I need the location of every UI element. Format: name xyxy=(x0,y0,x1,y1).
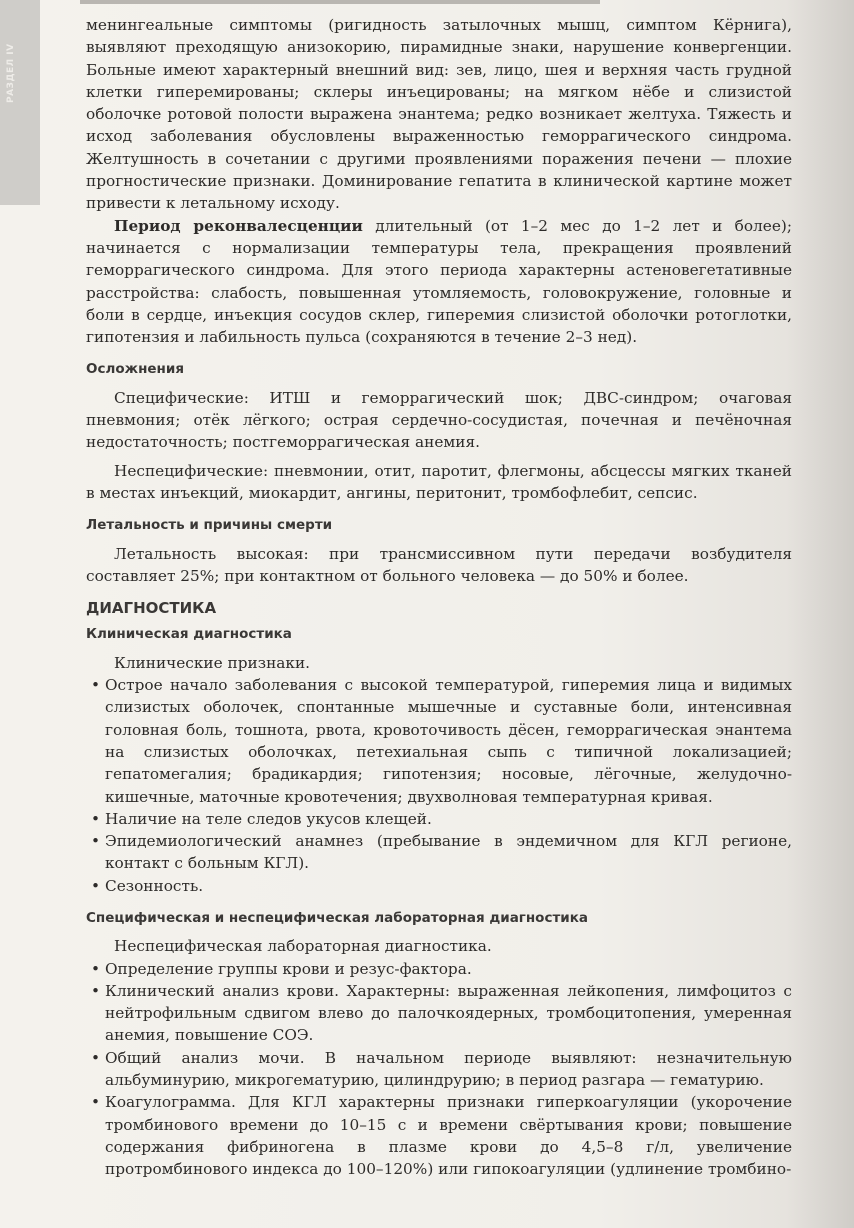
mortality-heading: Летальность и причины смерти xyxy=(86,517,333,534)
running-header-rule xyxy=(80,0,600,4)
list-item: • Общий анализ мочи. В начальном периоде выявляют: незначительную альбуминурию, микрогематурию, цилиндрурию; в период разгара — гематурию. xyxy=(86,1047,792,1092)
section-side-tab xyxy=(0,0,40,205)
complications-heading: Осложнения xyxy=(86,361,185,378)
clinical-diagnostics-heading: Клиническая диагностика xyxy=(86,626,292,643)
complications-specific: Специфические: ИТШ и геморрагический шок; ДВС-синдром; очаговая пневмония; отёк лёгкого; острая сердечно-сосудистая, почечная и печёночная недостаточность; постгеморрагическая анемия. xyxy=(86,388,792,452)
convalescence-term: Период реконвалесценции xyxy=(114,216,363,235)
lab-tests-list xyxy=(86,958,792,1181)
diagnostics-heading: ДИАГНОСТИКА xyxy=(86,599,217,618)
list-item: • Клинический анализ крови. Характерны: выраженная лейкопения, лимфоцитоз с нейтрофильным сдвигом влево до палочкоядерных, тромбоцитопения, умеренная анемия, повышение СОЭ. xyxy=(86,980,792,1047)
convalescence-text: длительный (от 1–2 мес до 1–2 лет и более); начинается с нормализации температуры тела, прекращения проявлений геморрагического синдрома. Для этого периода характерны астеновегетативные расстройства: слабость, повышенная утомляемость, головокружение, головные и боли в сердце, инъекция сосудов склер, гиперемия слизистой оболочки ротоглотки, гипотензия и лабильность пульса (сохраняются в течение 2–3 нед). xyxy=(86,216,792,347)
clinical-signs-list xyxy=(86,674,792,897)
lab-diagnostics-heading: Специфическая и неспецифическая лабораторная диагностика xyxy=(86,909,589,926)
clinical-lead: Клинические признаки. xyxy=(114,653,311,672)
complications-nonspecific: Неспецифические: пневмонии, отит, паротит, флегмоны, абсцессы мягких тканей в местах инъекций, миокардит, ангины, перитонит, тромбофлебит, сепсис. xyxy=(86,461,792,502)
list-item: • Коагулограмма. Для КГЛ характерны признаки гиперкоагуляции (укорочение тромбинового времени до 10–15 с и времени свёртывания крови; повышение содержания фибриногена в плазме крови до 4,5–8 г/л, увеличение протромбинового индекса до 100–120%) или гипокоагуляции (удлинение тромбино- xyxy=(86,1091,792,1180)
list-item: • Эпидемиологический анамнез (пребывание в эндемичном для КГЛ регионе, контакт с больным КГЛ). xyxy=(86,830,792,875)
lab-lead: Неспецифическая лабораторная диагностика. xyxy=(114,937,492,956)
list-item: • Сезонность. xyxy=(86,875,792,897)
list-item: • Наличие на теле следов укусов клещей. xyxy=(86,808,792,830)
section-tab-label: РАЗДЕЛ IV xyxy=(6,43,16,103)
page-body xyxy=(86,14,792,1181)
list-item: • Определение группы крови и резус-фактора. xyxy=(86,958,792,980)
continued-paragraph: менингеальные симптомы (ригидность затылочных мышц, симптом Кёрнига), выявляют преходящую анизокорию, пирамидные знаки, нарушение конвергенции. Больные имеют характерный внешний вид: зев, лицо, шея и верхняя часть грудной клетки гиперемированы; склеры инъецированы; на мягком нёбе и слизистой оболочке ротовой полости выражена энантема; редко возникает желтуха. Тяжесть и исход заболевания обусловлены выраженностью геморрагического синдрома. Желтушность в сочетании с другими проявлениями поражения печени — плохие прогностические признаки. Доминирование гепатита в клинической картине может привести к летальному исходу. xyxy=(86,16,792,213)
list-item: • Острое начало заболевания с высокой температурой, гиперемия лица и видимых слизистых оболочек, спонтанные мышечные и суставные боли, интенсивная головная боль, тошнота, рвота, кровоточивость дёсен, геморрагическая энантема на слизистых оболочках, петехиальная сыпь с типичной локализацией; гепатомегалия; брадикардия; гипотензия; носовые, лёгочные, желудочно-кишечные, маточные кровотечения; двухволновая температурная кривая. xyxy=(86,674,792,808)
mortality-text: Летальность высокая: при трансмиссивном пути передачи возбудителя составляет 25%; при контактном от больного человека — до 50% и более. xyxy=(86,544,792,585)
convalescence-paragraph xyxy=(86,215,792,349)
